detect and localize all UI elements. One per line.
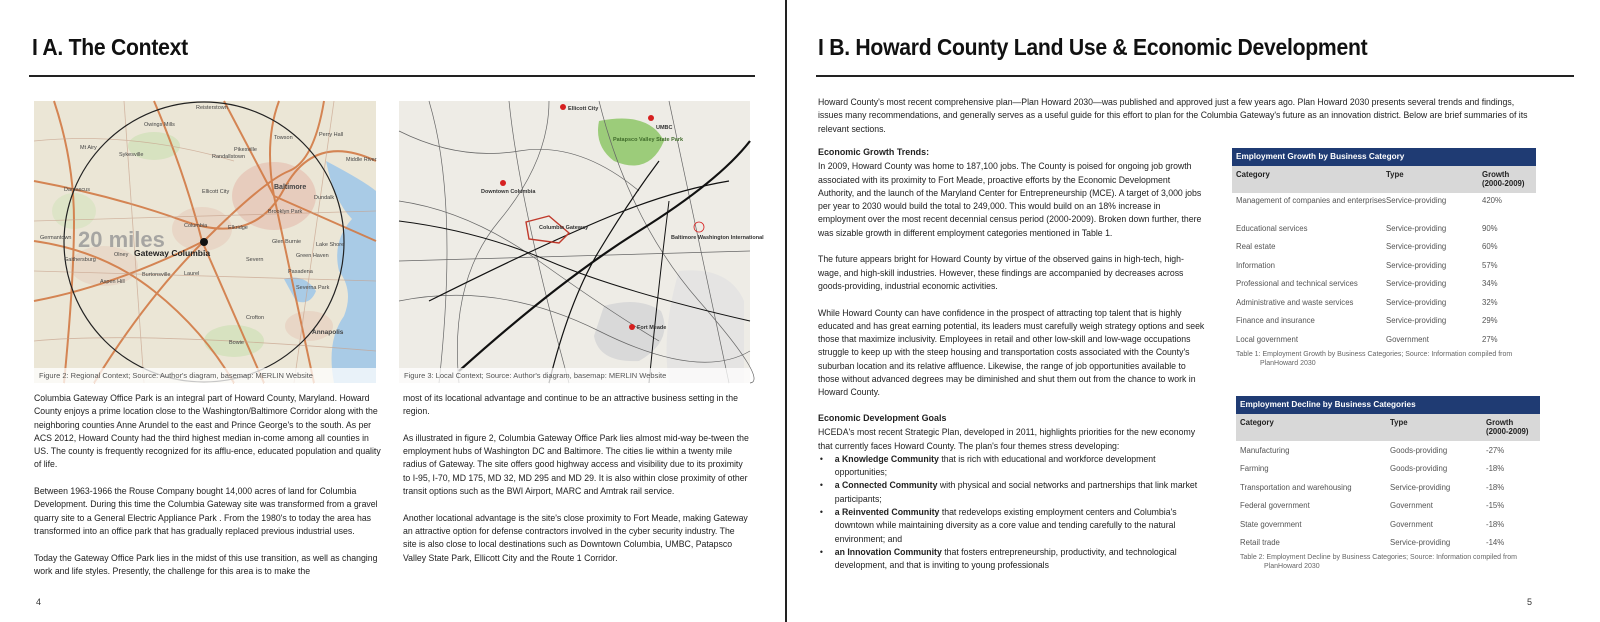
- paragraph: While Howard County can have confidence in the prospect of attracting top talent that is highly educated and has great earning potential, its leaders must carefully weigh strategy options and seek those that maximize inclusivity. Employees in retail and other low-skill and low-wage occupations struggle to keep up with the steep housing and transportation costs associated with the County's suburban location and its relative affluence. Likewise, the range of job opportunities available to those without advanced degrees may be diminished and shut them out from the chance to work in Howard County.: [818, 306, 1205, 398]
- regional-map-graphic: [34, 101, 376, 383]
- place-label: Columbia: [184, 223, 208, 229]
- table-title: Employment Decline by Business Categories: [1236, 396, 1540, 414]
- place-label: Downtown Columbia: [481, 189, 536, 195]
- table-header-row: Category Type Growth (2000-2009): [1236, 414, 1540, 441]
- table-row: Real estate Service-providing 60%: [1236, 242, 1498, 252]
- list-item: • a Connected Community with physical and social networks and partnerships that link market participants;: [818, 478, 1207, 505]
- left-page: [0, 0, 785, 622]
- table-row: Management of companies and enterprises Service-providing 420%: [1236, 196, 1502, 205]
- table-row: Finance and insurance Service-providing 29%: [1236, 316, 1498, 326]
- place-label: Germantown: [40, 235, 72, 241]
- table-row: Administrative and waste services Service-providing 32%: [1236, 297, 1498, 307]
- place-label: Reisterstown: [196, 105, 228, 111]
- local-context-map: [399, 101, 764, 383]
- place-label: Brooklyn Park: [268, 209, 303, 215]
- place-label: Severn: [246, 257, 264, 263]
- page-number: 5: [1527, 597, 1533, 607]
- table-caption: Table 1: Employment Growth by Business Categories; Source: Information compiled from PlanHoward 2030: [1236, 350, 1513, 367]
- place-label: Middle River: [346, 157, 377, 163]
- place-label: Baltimore: [274, 184, 307, 191]
- table-row: Educational services Service-providing 90%: [1236, 223, 1498, 233]
- figure-caption: Figure 3: Local Context; Source: Author's diagram, basemap: MERLIN Website: [399, 368, 750, 383]
- paragraph: Between 1963-1966 the Rouse Company bought 14,000 acres of land for Columbia Development. During this time the Columbia Gateway site was transformed from a gravel quarry site to a General Electric Appliance Park . From the 1980's to today the area has transformed into an office park that has gradually replaced previous industrial uses.: [34, 485, 378, 536]
- place-label: Towson: [274, 135, 293, 141]
- table-row: Manufacturing Goods-providing -27%: [1240, 445, 1505, 455]
- place-label: Randallstown: [212, 154, 246, 160]
- place-label: Sykesville: [119, 152, 144, 158]
- title-rule: [816, 75, 1574, 77]
- place-label: Laurel: [184, 271, 200, 277]
- place-label: Elkridge: [228, 225, 248, 231]
- section-heading: Economic Growth Trends:: [818, 147, 930, 158]
- page-number: 4: [36, 597, 42, 607]
- table-row: Transportation and warehousing Service-providing -18%: [1240, 482, 1505, 492]
- list-item: • an Innovation Community that fosters entrepreneurship, productivity, and technological development, and that is inviting to young professionals: [818, 545, 1207, 572]
- paragraph: Today the Gateway Office Park lies in the midst of this use transition, as well as changing work and life styles. Presently, the challenge for this area is to make the: [34, 551, 378, 576]
- place-label: Fort Meade: [637, 325, 667, 331]
- page-title: I B. Howard County Land Use & Economic Development: [818, 34, 1368, 60]
- table-row: Information Service-providing 57%: [1236, 260, 1498, 270]
- goals-list: [818, 452, 1207, 572]
- paragraph: In 2009, Howard County was home to 187,100 jobs. The County is poised for ongoing job growth associated with its proximity to Fort Meade, proactive efforts by the Economic Development Authority, and the launch of the Maryland Center for Entrepreneurship (MCE). A target of 3,000 jobs per year to 2030 would build the total to 249,000. This would build on an 18% increase in employment over the most recent decennial census period (2000-2009). Broken down further, there was sizable growth in different employment categories mentioned in Table 1.: [818, 160, 1202, 238]
- list-item: • a Reinvented Community that redevelops existing employment centers and Columbia's downtown while maintaining diversity as a core value and tending carefully to the natural environment; and: [818, 505, 1207, 545]
- regional-context-map: [34, 101, 376, 383]
- place-label: Columbia Gateway: [539, 225, 589, 231]
- intro-paragraph: Howard County's most recent comprehensive plan—Plan Howard 2030—was published and approved just a few years ago. Plan Howard 2030 presents several trends and findings, issues many recommendations, and generally serves as a useful guide for this effort to plan for the Columbia Gateway's future as an innovation district. Below are brief summaries of its relevant sections.: [818, 96, 1528, 134]
- place-label: Pasadena: [288, 269, 313, 275]
- right-page: [786, 0, 1600, 622]
- center-label: Gateway Columbia: [134, 248, 211, 258]
- text-column-2: [403, 391, 750, 577]
- figure-caption: Figure 2: Regional Context; Source: Author's diagram, basemap: MERLIN Website: [34, 368, 376, 383]
- local-map-graphic: [399, 101, 764, 383]
- paragraph: As illustrated in figure 2, Columbia Gateway Office Park lies almost mid-way be-tween the employment hubs of Washington DC and Baltimore. The cities lie within a twenty mile radius of Gateway. The site offers good highway access and visibility due to its proximity to I-95, I-70, MD 175, MD 32, MD 295 and MD 29. It is also within close proximity of other transit options such as the BWI Airport, MARC and Amtrak rail service.: [403, 431, 749, 497]
- body-text: [818, 146, 1207, 572]
- radius-label: 20 miles: [78, 227, 165, 252]
- table-row: Retail trade Service-providing -14%: [1240, 538, 1505, 548]
- paragraph: Columbia Gateway Office Park is an integral part of Howard County, Maryland. Howard County enjoys a prime location close to the Washington/Baltimore Corridor along with the neighboring counties Anne Arundel to the east and Prince George's to the south. As per ACS 2012, Howard County had the third highest median in-come among all counties in US. The county is frequently recognized for its afflu-ence, educated population and quality of life.: [34, 392, 381, 470]
- title-rule: [29, 75, 755, 77]
- table-row: Federal government Government -15%: [1240, 501, 1505, 511]
- table-header-row: Category Type Growth (2000-2009): [1232, 166, 1536, 193]
- place-label: Olney: [114, 252, 129, 258]
- place-label: Lake Shore: [316, 242, 345, 248]
- place-label: Patapsco Valley State Park: [613, 137, 684, 143]
- place-label: UMBC: [656, 125, 673, 131]
- place-label: Glen Burnie: [272, 239, 302, 245]
- place-label: Pikesville: [234, 147, 257, 153]
- gateway-dot: [200, 238, 208, 246]
- place-label: Aspen Hill: [100, 279, 125, 285]
- place-label: Baltimore Washington International: [671, 235, 764, 241]
- employment-growth-table: [1232, 148, 1536, 368]
- place-label: Owings Mills: [144, 122, 175, 128]
- place-label: Severna Park: [296, 285, 330, 291]
- place-label: Mt Airy: [80, 145, 97, 151]
- place-label: Damascus: [64, 187, 90, 193]
- list-item: • a Knowledge Community that is rich with educational and workforce development opportunities;: [818, 452, 1207, 479]
- table-row: Local government Government 27%: [1236, 334, 1498, 344]
- place-label: Ellicott City: [202, 189, 230, 195]
- text-column-1: [34, 391, 384, 590]
- place-label: Bowie: [229, 340, 244, 346]
- table-title: Employment Growth by Business Category: [1232, 148, 1536, 166]
- page-title: I A. The Context: [32, 34, 188, 60]
- paragraph: most of its locational advantage and continue to be an attractive business setting in the region.: [403, 392, 738, 417]
- place-label: Green Haven: [296, 253, 329, 259]
- table-caption: Table 2: Employment Decline by Business Categories; Source: Information compiled from PlanHoward 2030: [1240, 554, 1518, 570]
- place-label: Dundalk: [314, 195, 335, 201]
- table-row: Professional and technical services Service-providing 34%: [1236, 279, 1498, 289]
- paragraph: Another locational advantage is the site's close proximity to Fort Meade, making Gateway an attractive option for defense contractors involved in the cyber security industry. The site is also close to local destinations such as Downtown Columbia, UMBC, Patapsco Valley State Park, Ellicott City and the Route 1 Corridor.: [403, 511, 748, 563]
- place-label: Gaithersburg: [64, 257, 96, 263]
- table-row: Farming Goods-providing -18%: [1240, 464, 1505, 474]
- section-heading: Economic Development Goals: [818, 412, 947, 424]
- employment-decline-table: [1236, 396, 1540, 571]
- table-row: State government Government -18%: [1240, 519, 1505, 529]
- place-label: Burtonsville: [142, 272, 171, 278]
- paragraph: HCEDA's most recent Strategic Plan, developed in 2011, highlights priorities for the new economy that currently faces Howard County. The plan's four themes stress developing:: [818, 426, 1196, 451]
- place-label: Crofton: [246, 315, 265, 321]
- paragraph: The future appears bright for Howard County by virtue of the observed gains in high-tech, high-wage, and high-skill industries. However, these findings are accompanied by decreases across goods-providing, industrial economic activities.: [818, 253, 1184, 291]
- place-label: Annapolis: [312, 329, 344, 336]
- place-label: Perry Hall: [319, 132, 344, 138]
- place-label: Ellicott City: [568, 106, 599, 112]
